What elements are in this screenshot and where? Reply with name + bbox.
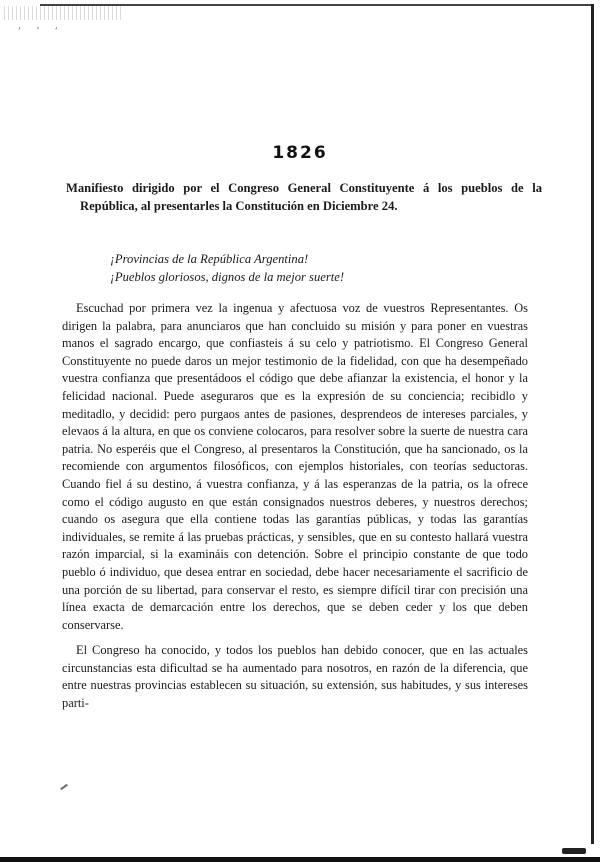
document-heading: Manifiesto dirigido por el Congreso General Constituyente á los pueblos de la República, al presentarles la Constitución en Diciembre 24. [66,181,542,213]
page-edge-top [40,4,592,6]
scan-smudge [4,6,124,20]
paragraph: El Congreso ha conocido, y todos los pueblos han debido conocer, que en las actuales circunstancias esta dificultad se ha aumentado para nosotros, en razón de la diferencia, que entre nuestras provincias establecen su situación, su extensión, sus habitudes, y sus intereses parti- [62,643,528,711]
pen-mark [60,784,68,790]
exclamation-line: ¡Provincias de la República Argentina! [110,252,309,266]
page-edge-bottom [0,857,600,862]
paragraph: Escuchad por primera vez la ingenua y afectuosa voz de vuestros Representantes. Os dirigen la palabra, para anunciaros que han concluido su misión y para poner en vuestras manos el sagrado encargo, que confiasteis á su celo y patriotismo. El Congreso General Constituyente no puede daros un mejor testimonio de la fidelidad, con que ha desempeñado vuestra confianza que presentádoos el código que debe afianzar la existencia, el honor y la felicidad nacional. Puede aseguraros que es la expresión de su conciencia; recibidlo y meditadlo, y decidid: pero purgaos antes de pasiones, desprendeos de intereses parciales, y elevaos á la altura, en que os conviene colocaros, para resolver sobre la suerte de nuestra cara patria. No esperéis que el Congreso, al presentaros la Constitución, que ha sancionado, os la recomiende con argumentos filosóficos, con ejemplos historiales, con teorías seductoras. Cuando fiel á su destino, á vuestra confianza, y á las esperanzas de la patria, os la ofrece como el código augusto en que están consignados nuestros deberes, y nuestros derechos; cuando os asegura que ella contiene todas las garantías públicas, y todas las garantías individuales, se remite á las pruebas prácticas, y sensibles, que en su contesto hallará vuestra razón imparcial, si la examináis con detención. Sobre el principio constante de que todo pueblo ó individuo, que desea entrar en sociedad, debe hacer necesariamente el sacrificio de una porción de su libertad, para conservar el resto, es siempre difícil tirar con precisión una línea exacta de demarcación entre los derechos, que se deben ceder y los que deben conservarse. [62,301,528,632]
page-edge-right [591,4,594,844]
exclamation-line: ¡Pueblos gloriosos, dignos de la mejor suerte! [110,270,345,284]
exclamation-block [110,250,530,286]
page-year-title: 1826 [272,143,328,163]
body-text [62,300,528,721]
scan-marks: ‘ ’ ‘ [18,26,64,37]
ink-blot [562,848,586,854]
